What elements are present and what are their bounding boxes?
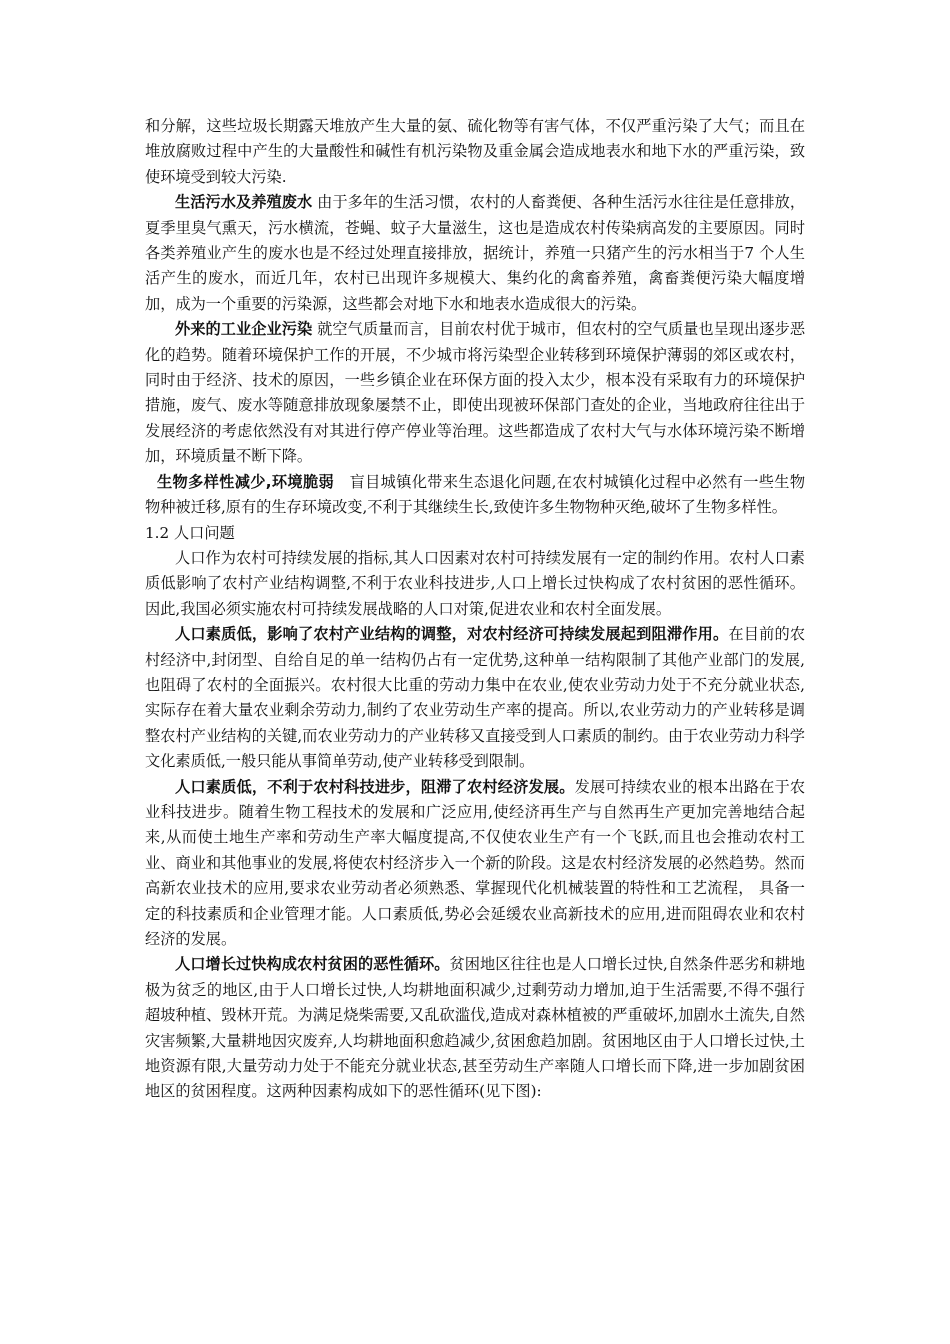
paragraph-text: 由于多年的生活习惯，农村的人畜粪便、各种生活污水往往是任意排放，夏季里臭气熏天，污水横流，苍蝇、蚊子大量滋生，这也是造成农村传染病高发的主要原因。同时各类养殖业产生的废水也是不经过处理直接排放，据统计，养殖一只猪产生的污水相当于7 个人生活产生的废水，而近几年，农村已出现许多规模大、集约化的禽畜养殖，禽畜粪便污染大幅度增加，成为一个重要的污染源，这些都会对地下水和地表水造成很大的污染。 bbox=[145, 193, 806, 313]
paragraph-sewage bbox=[145, 190, 805, 317]
paragraph-text: 发展可持续农业的根本出路在于农业科技进步。随着生物工程技术的发展和广泛应用,使经济再生产与自然再生产更加完善地结合起来,从而使土地生产率和劳动生产率大幅度提高,不仅使农业生产有一个飞跃,而且也会推动农村工业、商业和其他事业的发展,将使农村经济步入一个新的阶段。这是农村经济发展的必然趋势。然而高新农业技术的应用,要求农业劳动者必须熟悉、掌握现代化机械装置的特性和工艺流程， 具备一定的科技素质和企业管理才能。人口素质低,势必会延缓农业高新技术的应用,进而阻碍农业和农村经济的发展。 bbox=[145, 777, 806, 948]
paragraph-garbage-continuation bbox=[145, 114, 805, 190]
paragraph-lead: 人口增长过快构成农村贫困的恶性循环。 bbox=[175, 955, 450, 974]
paragraph-text: 就空气质量而言，目前农村优于城市，但农村的空气质量也呈现出逐步恶化的趋势。随着环境保护工作的开展，不少城市将污染型企业转移到环境保护薄弱的郊区或农村，同时由于经济、技术的原因，一些乡镇企业在环保方面的投入太少，根本没有采取有力的环境保护措施，废气、废水等随意排放现象屡禁不止，即使出现被环保部门查处的企业，当地政府往往出于发展经济的考虑依然没有对其进行停产停业等治理。这些都造成了农村大气与水体环境污染不断增加，环境质量不断下降。 bbox=[145, 320, 806, 466]
paragraph-text: 和分解，这些垃圾长期露天堆放产生大量的氨、硫化物等有害气体，不仅严重污染了大气；而且在堆放腐败过程中产生的大量酸性和碱性有机污染物及重金属会造成地表水和地下水的严重污染，致使环境受到较大污染. bbox=[145, 117, 805, 186]
paragraph-population-quality-technology bbox=[145, 775, 805, 953]
paragraph-text: 贫困地区往往也是人口增长过快,自然条件恶劣和耕地极为贫乏的地区,由于人口增长过快,人均耕地面积减少,过剩劳动力增加,迫于生活需要,不得不强行超坡种植、毁林开荒。为满足烧柴需要,又乱砍滥伐,造成对森林植被的严重破坏,加剧水土流失,自然灾害频繁,大量耕地因灾废弃,人均耕地面积愈趋减少,贫困愈趋加剧。贫困地区由于人口增长过快,土地资源有限,大量劳动力处于不能充分就业状态,甚至劳动生产率随人口增长而下降,进一步加剧贫困地区的贫困程度。这两种因素构成如下的恶性循环(见下图): bbox=[145, 955, 806, 1101]
paragraph-population-growth bbox=[145, 952, 805, 1104]
paragraph-lead: 外来的工业企业污染 bbox=[175, 320, 313, 339]
paragraph-biodiversity bbox=[145, 470, 805, 521]
paragraph-lead: 生物多样性减少,环境脆弱 bbox=[157, 472, 335, 491]
paragraph-population-intro bbox=[145, 546, 805, 622]
paragraph-lead: 生活污水及养殖废水 bbox=[175, 193, 313, 212]
paragraph-text: 盲目城镇化带来生态退化问题,在农村城镇化过程中必然有一些生物物种被迁移,原有的生存环境改变,不利于其继续生长,致使许多生物物种灭绝,破坏了生物多样性。 bbox=[145, 472, 806, 517]
paragraph-text: 人口作为农村可持续发展的指标,其人口因素对农村可持续发展有一定的制约作用。农村人口素质低影响了农村产业结构调整,不利于农业科技进步,人口上增长过快构成了农村贫困的恶性循环。因此,我国必须实施农村可持续发展战略的人口对策,促进农业和农村全面发展。 bbox=[145, 548, 805, 618]
paragraph-lead: 人口素质低，不利于农村科技进步，阻滞了农村经济发展。 bbox=[175, 777, 575, 796]
paragraph-text: 在目前的农村经济中,封闭型、自给自足的单一结构仍占有一定优势,这种单一结构限制了其他产业部门的发展,也阻碍了农村的全面振兴。农村很大比重的劳动力集中在农业,使农业劳动力处于不充分就业状态,实际存在着大量农业剩余劳动力,制约了农业劳动生产率的提高。所以,农业劳动力的产业转移是调整农村产业结构的关键,而农业劳动力的产业转移又直接受到人口素质的制约。由于农业劳动力科学文化素质低,一般只能从事简单劳动,使产业转移受到限制。 bbox=[145, 625, 806, 771]
paragraph-lead: 人口素质低，影响了农村产业结构的调整，对农村经济可持续发展起到阻滞作用。 bbox=[175, 625, 729, 644]
section-heading: 1.2 人口问题 bbox=[145, 523, 235, 542]
paragraph-industrial-pollution bbox=[145, 317, 805, 469]
document-page bbox=[145, 114, 805, 1105]
paragraph-population-quality-structure bbox=[145, 622, 805, 774]
